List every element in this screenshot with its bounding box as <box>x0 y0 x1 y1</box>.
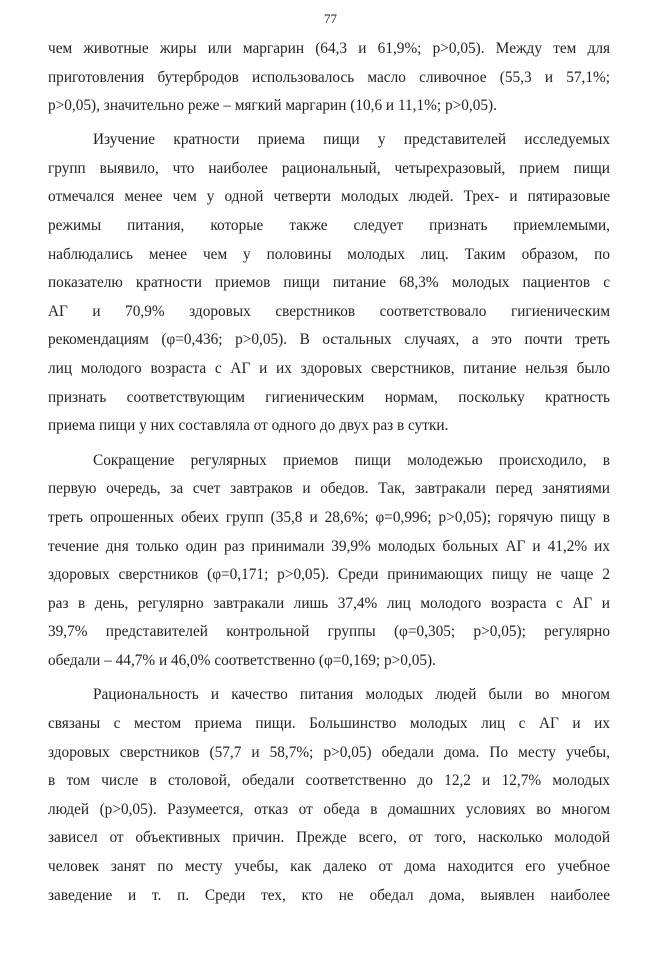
text-line: отмечался менее чем у одной четверти молодых людей. Трех- и пятиразовые <box>48 188 610 205</box>
text-line: приема пищи у них составляла от одного до двух раз в сутки. <box>48 417 449 434</box>
text-line: рекомендациям (φ=0,436; p>0,05). В остальных случаях, а это почти треть <box>48 331 610 348</box>
text-line: здоровых сверстников (57,7 и 58,7%; p>0,05) обедали дома. По месту учебы, <box>48 744 610 761</box>
text-line: p>0,05), значительно реже – мягкий маргарин (10,6 и 11,1%; p>0,05). <box>48 97 497 114</box>
text-line: течение дня только один раз принимали 39,9% молодых больных АГ и 41,2% их <box>48 538 610 555</box>
text-line: режимы питания, которые также следует признать приемлемыми, <box>48 217 610 234</box>
text-line: заведение и т. п. Среди тех, кто не обедал дома, выявлен наиболее <box>48 887 610 904</box>
text-line: здоровых сверстников (φ=0,171; p>0,05). Среди принимающих пищу не чаще 2 <box>48 566 610 583</box>
text-line: в том числе в столовой, обедали соответственно до 12,2 и 12,7% молодых <box>48 772 610 789</box>
text-line: показателю кратности приемов пищи питание 68,3% молодых пациентов с <box>48 274 610 291</box>
text-line: обедали – 44,7% и 46,0% соответственно (φ=0,169; p>0,05). <box>48 652 436 669</box>
text-line: треть опрошенных обеих групп (35,8 и 28,6%; φ=0,996; p>0,05); горячую пищу в <box>48 509 610 526</box>
text-line: 39,7% представителей контрольной группы (φ=0,305; p>0,05); регулярно <box>48 623 610 640</box>
text-line: приготовления бутербродов использовалось масло сливочное (55,3 и 57,1%; <box>48 69 610 86</box>
text-line: связаны с местом приема пищи. Большинство молодых лиц с АГ и их <box>48 715 610 732</box>
text-line: Изучение кратности приема пищи у представителей исследуемых <box>93 131 610 148</box>
text-line: первую очередь, за счет завтраков и обедов. Так, завтракали перед занятиями <box>48 480 610 497</box>
text-line: Сокращение регулярных приемов пищи молодежью происходило, в <box>93 452 610 469</box>
text-line: лиц молодого возраста с АГ и их здоровых сверстников, питание нельзя было <box>48 360 610 377</box>
text-line: раз в день, регулярно завтракали лишь 37,4% лиц молодого возраста с АГ и <box>48 595 610 612</box>
text-line: признать соответствующим гигиеническим нормам, поскольку кратность <box>48 389 610 406</box>
text-line: чем животные жиры или маргарин (64,3 и 61,9%; p>0,05). Между тем для <box>48 40 610 57</box>
text-line: наблюдались менее чем у половины молодых лиц. Таким образом, по <box>48 246 610 263</box>
text-line: людей (p>0,05). Разумеется, отказ от обеда в домашних условиях во многом <box>48 801 610 818</box>
text-line: Рациональность и качество питания молодых людей были во многом <box>93 686 610 703</box>
text-line: человек занят по месту учебы, как далеко от дома находится его учебное <box>48 858 610 875</box>
page-number: 77 <box>324 11 337 26</box>
text-line: АГ и 70,9% здоровых сверстников соответствовало гигиеническим <box>48 303 610 320</box>
text-line: зависел от объективных причин. Прежде всего, от того, насколько молодой <box>48 829 610 846</box>
text-line: групп выявило, что наиболее рациональный, четырехразовый, прием пищи <box>48 160 610 177</box>
